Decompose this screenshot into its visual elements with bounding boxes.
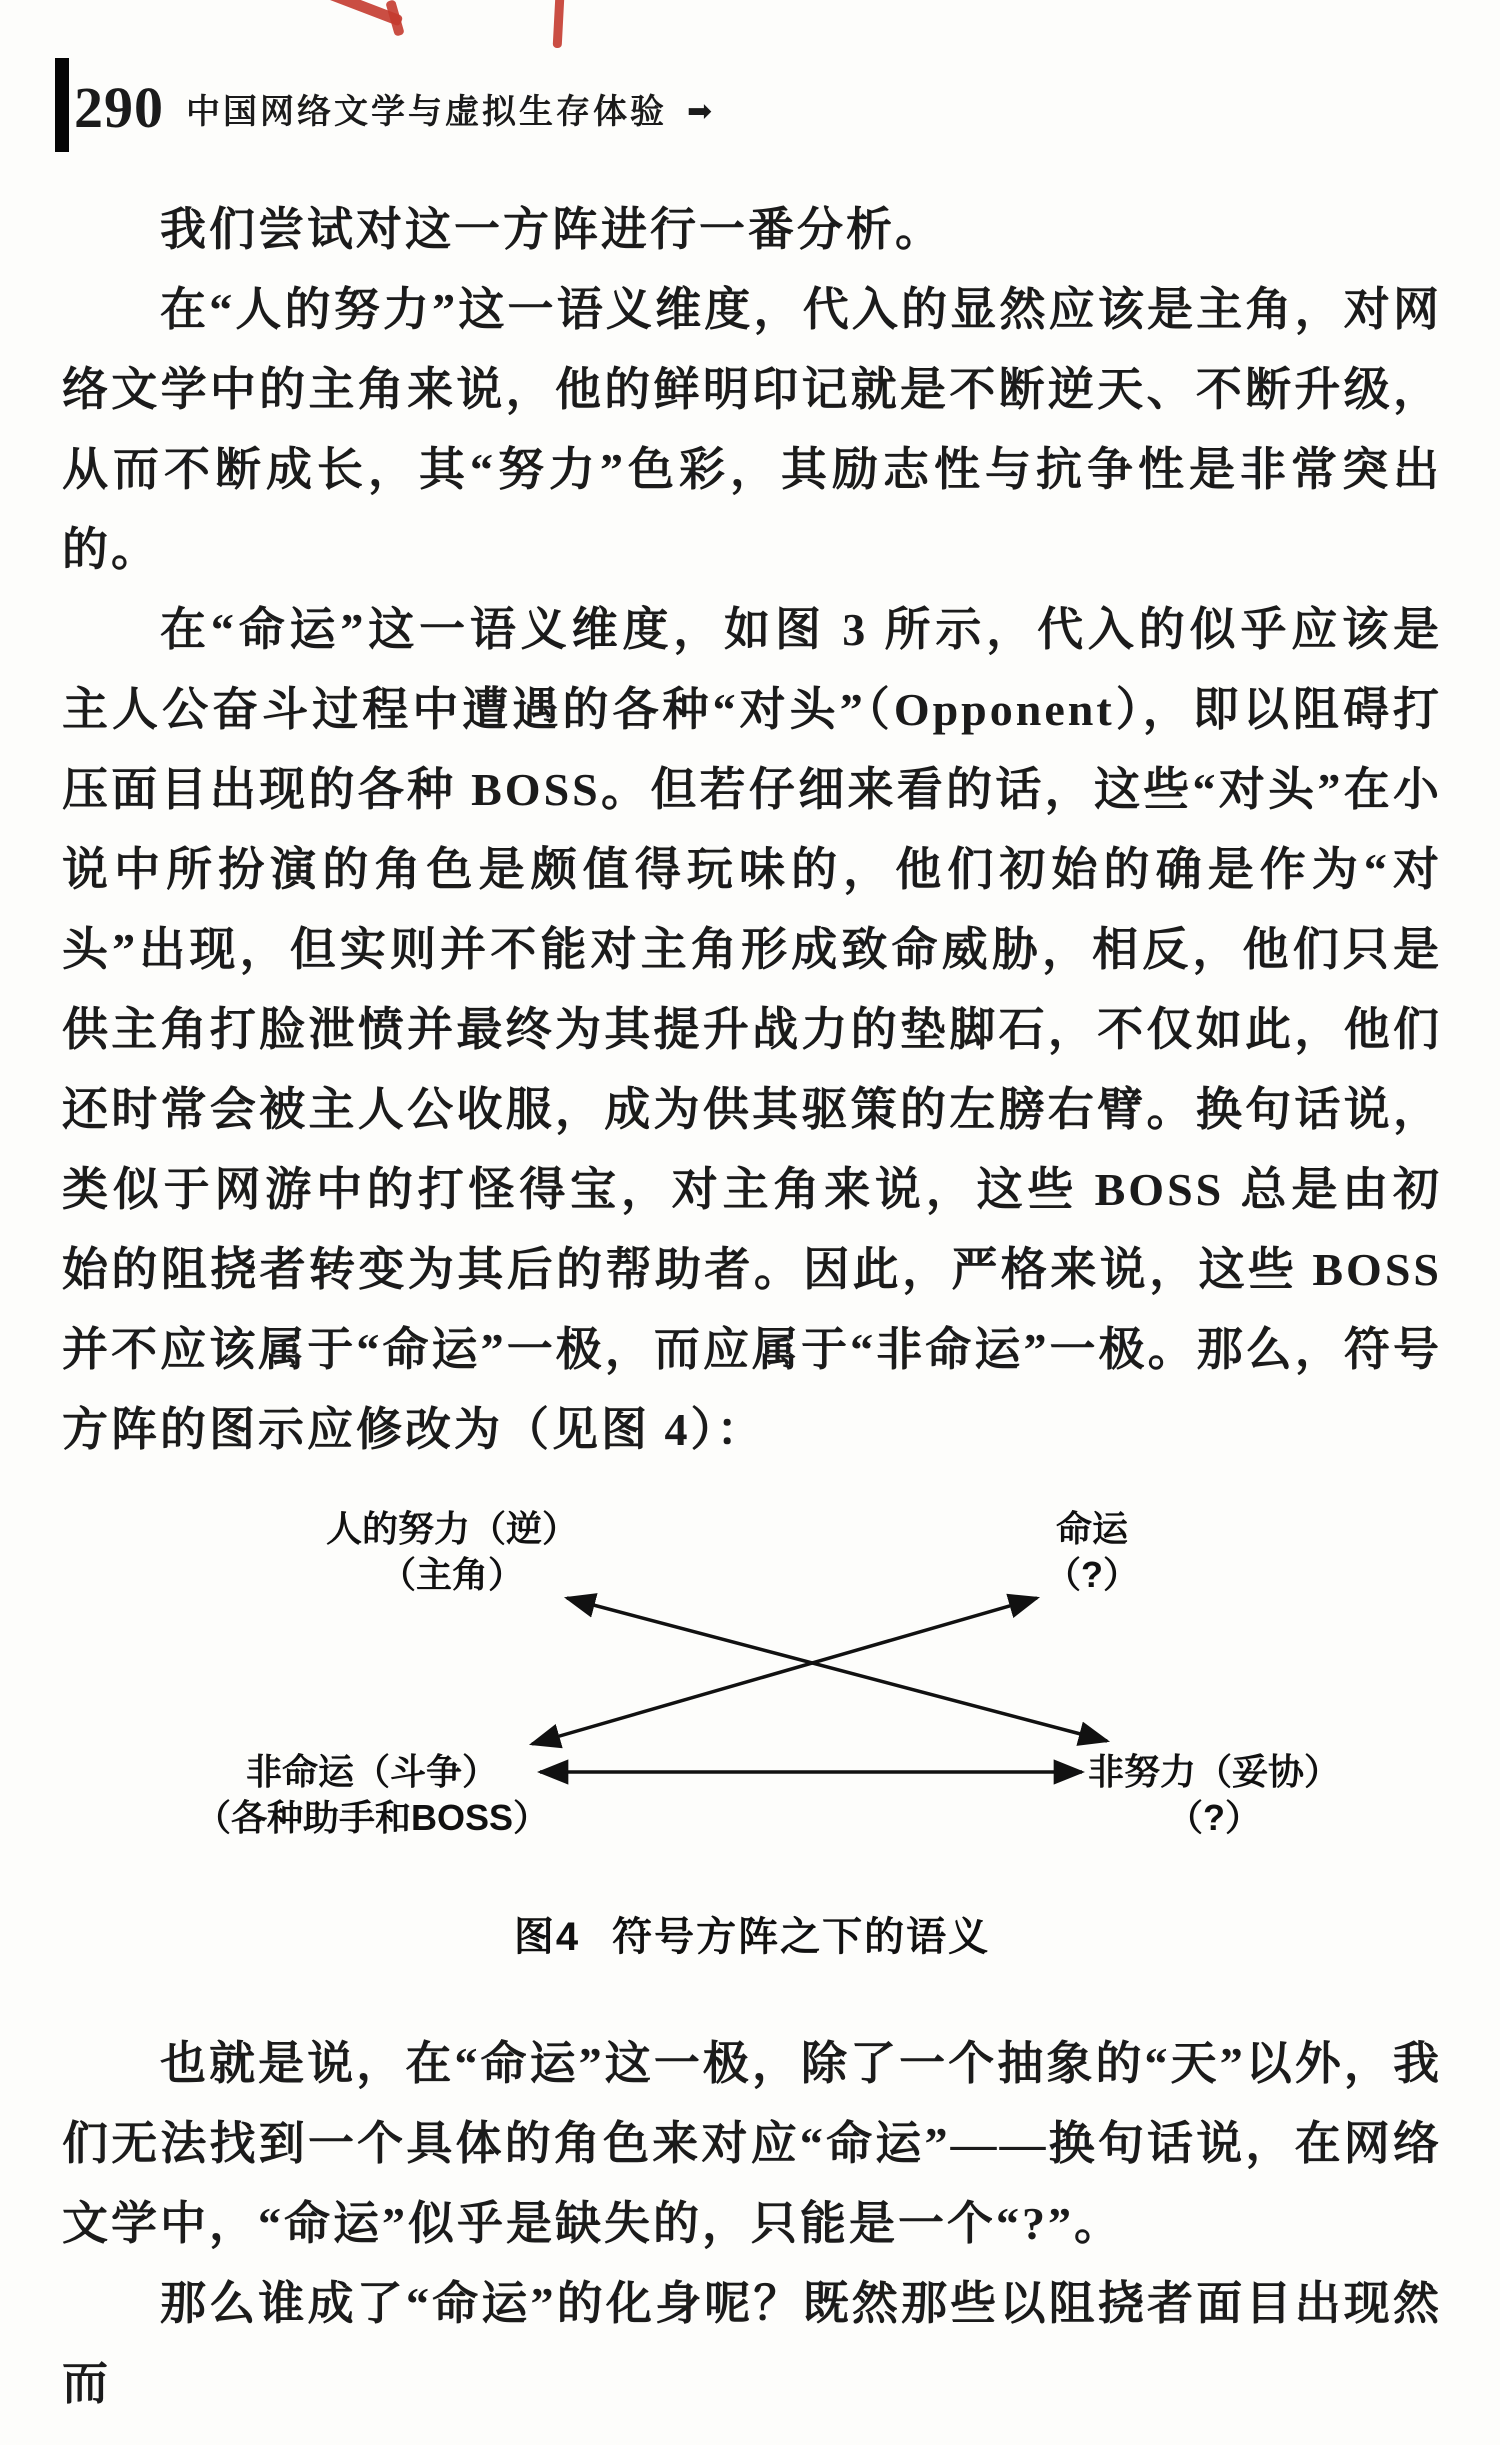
body-paragraph: 我们尝试对这一方阵进行一番分析。 [160, 204, 944, 255]
figure-caption [62, 1905, 1442, 1962]
diagonal-arrow-fate-to-nonfate [532, 1598, 1037, 1744]
red-pen-mark [553, 0, 565, 48]
figure-node-non-fate [195, 1749, 549, 1841]
page-edge-tab [55, 58, 69, 152]
figure-caption-text: 符号方阵之下的语义 [612, 1915, 991, 1959]
page-number: 290 [74, 75, 164, 140]
figure-caption-label: 图4 [513, 1915, 581, 1959]
figure-semiotic-square [62, 1506, 1442, 1851]
body-paragraph: 在“命运”这一语义维度，如图 3 所示，代入的似乎应该是主人公奋斗过程中遭遇的各种“对头”（Opponent），即以阻碍打压面目出现的各种 BOSS。但若仔细来看的话，这些“对头”在小说中所扮演的角色是颇值得玩味的，他们初始的确是作为“对头”出现，但实则并不能对主角形成致命威胁，相反，他们只是供主角打脸泄愤并最终为其提升战力的垫脚石，不仅如此，他们还时常会被主人公收服，成为供其驱策的左膀右臂。换句话说，类似于网游中的打怪得宝，对主角来说，这些 BOSS 总是由初始的阻挠者转变为其后的帮助者。因此，严格来说，这些 BOSS 并不应该属于“命运”一极，而应属于“非命运”一极。那么，符号方阵的图示应修改为（见图 4）： [62, 604, 1442, 1455]
node-label-line1: 非努力（妥协） [1087, 1751, 1341, 1792]
body-paragraph: 那么谁成了“命运”的化身呢？既然那些以阻挠者面目出现然而 [62, 2278, 1442, 2409]
diagonal-arrow-effort-to-noneffort [567, 1598, 1107, 1741]
node-label-line2: （各种助手和BOSS） [194, 1797, 550, 1838]
figure-node-fate [1045, 1506, 1139, 1598]
node-label-line2: （?） [1045, 1554, 1139, 1595]
forward-arrow-icon: ➡ [687, 94, 713, 129]
header-title: 中国网络文学与虚拟生存体验 [186, 94, 667, 131]
body-paragraph: 也就是说，在“命运”这一极，除了一个抽象的“天”以外，我们无法找到一个具体的角色来对应“命运”——换句话说，在网络文学中，“命运”似乎是缺失的，只能是一个“?”。 [62, 2038, 1443, 2249]
node-label-line1: 命运 [1055, 1508, 1128, 1549]
running-header [186, 84, 712, 133]
body-paragraph: 在“人的努力”这一语义维度，代入的显然应该是主角，对网络文学中的主角来说，他的鲜明印记就是不断逆天、不断升级，从而不断成长，其“努力”色彩，其励志性与抗争性是非常突出的。 [62, 284, 1442, 575]
node-label-line2: （主角） [379, 1554, 525, 1595]
node-label-line1: 人的努力（逆） [325, 1508, 579, 1549]
node-label-line1: 非命运（斗争） [245, 1751, 498, 1792]
node-label-line2: （?） [1166, 1797, 1261, 1838]
figure-node-non-effort [1088, 1749, 1340, 1841]
page-body [62, 190, 1442, 2424]
figure-node-human-effort [326, 1506, 578, 1598]
